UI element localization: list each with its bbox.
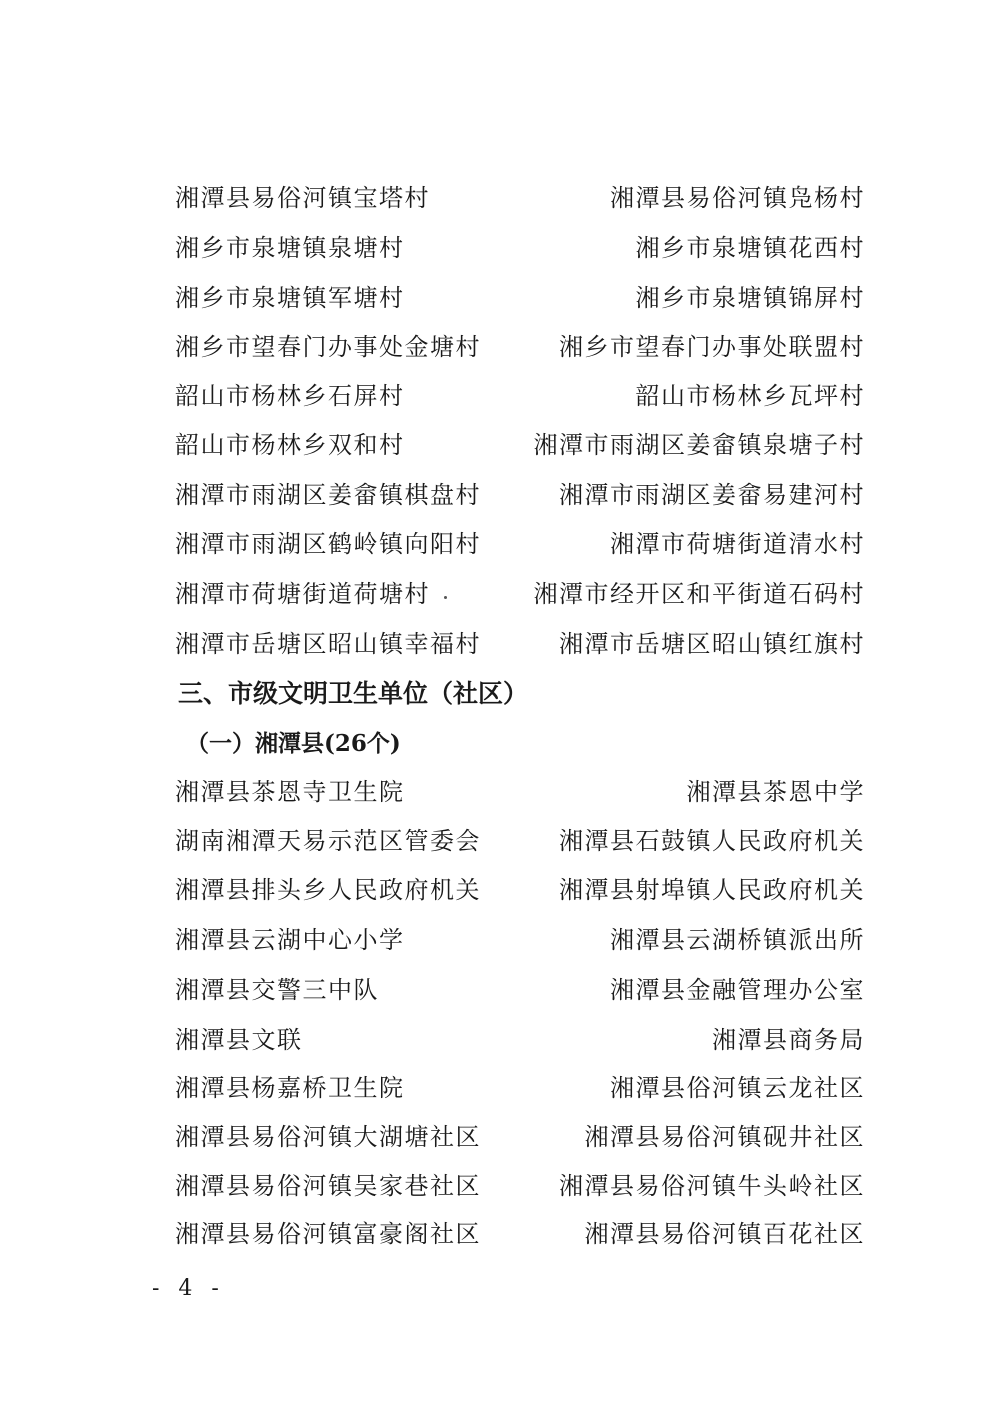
- list-item-left: 湘潭县杨嘉桥卫生院: [175, 1074, 405, 1102]
- list-row: [0, 475, 1000, 515]
- list-item-right: 湘乡市泉塘镇花西村: [635, 234, 865, 262]
- list-item-left: 湘潭县易俗河镇吴家巷社区: [175, 1172, 481, 1200]
- list-item-left: 湘潭县易俗河镇富豪阁社区: [175, 1220, 481, 1248]
- list-row: [0, 1166, 1000, 1206]
- section-heading: 三、市级文明卫生单位（社区）: [178, 679, 529, 708]
- list-item-right: 湘潭县易俗河镇凫杨村: [610, 184, 865, 212]
- page-number: - 4 -: [152, 1276, 225, 1301]
- list-row: [0, 327, 1000, 367]
- list-item-left: 湘潭市荷塘街道荷塘村: [175, 580, 430, 608]
- list-item-right: 湘潭市荷塘街道清水村: [610, 530, 865, 558]
- list-item-right: 湘潭县茶恩中学: [686, 778, 865, 806]
- list-item-right: 湘潭县易俗河镇砚井社区: [584, 1123, 865, 1151]
- list-item-right: 湘潭市雨湖区姜畲镇泉塘子村: [533, 431, 865, 459]
- list-item-right: 湘潭县商务局: [712, 1026, 865, 1054]
- scan-speck: [444, 596, 447, 599]
- list-item-left: 湘潭县易俗河镇宝塔村: [175, 184, 430, 212]
- list-row: [0, 228, 1000, 268]
- list-item-left: 湘潭市雨湖区鹤岭镇向阳村: [175, 530, 481, 558]
- list-row: [0, 278, 1000, 318]
- list-item-right: 湘潭县射埠镇人民政府机关: [559, 876, 865, 904]
- list-item-left: 湘潭市岳塘区昭山镇幸福村: [175, 630, 481, 658]
- list-row: [0, 870, 1000, 910]
- list-item-right: 湘乡市泉塘镇锦屏村: [635, 284, 865, 312]
- list-item-right: 湘潭县易俗河镇牛头岭社区: [559, 1172, 865, 1200]
- list-item-left: 湘潭县云湖中心小学: [175, 926, 405, 954]
- list-row: [0, 178, 1000, 218]
- list-item-right: 湘潭县金融管理办公室: [610, 976, 865, 1004]
- list-item-right: 湘潭县云湖桥镇派出所: [610, 926, 865, 954]
- list-item-left: 湘潭县排头乡人民政府机关: [175, 876, 481, 904]
- list-item-left: 湘潭市雨湖区姜畲镇棋盘村: [175, 481, 481, 509]
- list-row: [0, 1117, 1000, 1157]
- list-item-left: 湘乡市泉塘镇军塘村: [175, 284, 405, 312]
- list-item-left: 韶山市杨林乡双和村: [175, 431, 405, 459]
- list-item-left: 湘乡市望春门办事处金塘村: [175, 333, 481, 361]
- list-item-right: 湘潭县俗河镇云龙社区: [610, 1074, 865, 1102]
- list-row: [0, 574, 1000, 614]
- list-row: [0, 1068, 1000, 1108]
- list-item-left: 湘潭县茶恩寺卫生院: [175, 778, 405, 806]
- list-row: [0, 524, 1000, 564]
- list-item-right: 韶山市杨林乡瓦坪村: [635, 382, 865, 410]
- list-row: [0, 1020, 1000, 1060]
- list-item-right: 湘潭县石鼓镇人民政府机关: [559, 827, 865, 855]
- subsection-heading: （一）湘潭县(26个): [186, 730, 401, 757]
- list-item-left: 湘潭县交警三中队: [175, 976, 379, 1004]
- list-row: [0, 970, 1000, 1010]
- list-row: [0, 425, 1000, 465]
- list-item-left: 湖南湘潭天易示范区管委会: [175, 827, 481, 855]
- list-row: [0, 772, 1000, 812]
- list-item-left: 湘潭县易俗河镇大湖塘社区: [175, 1123, 481, 1151]
- list-item-right: 湘乡市望春门办事处联盟村: [559, 333, 865, 361]
- list-row: [0, 376, 1000, 416]
- list-row: [0, 821, 1000, 861]
- list-row: [0, 624, 1000, 664]
- list-row: [0, 920, 1000, 960]
- list-row: [0, 1214, 1000, 1254]
- list-item-left: 湘潭县文联: [175, 1026, 303, 1054]
- list-item-right: 湘潭市岳塘区昭山镇红旗村: [559, 630, 865, 658]
- list-item-left: 韶山市杨林乡石屏村: [175, 382, 405, 410]
- list-item-right: 湘潭市经开区和平街道石码村: [533, 580, 865, 608]
- list-item-right: 湘潭市雨湖区姜畲易建河村: [559, 481, 865, 509]
- list-item-right: 湘潭县易俗河镇百花社区: [584, 1220, 865, 1248]
- list-item-left: 湘乡市泉塘镇泉塘村: [175, 234, 405, 262]
